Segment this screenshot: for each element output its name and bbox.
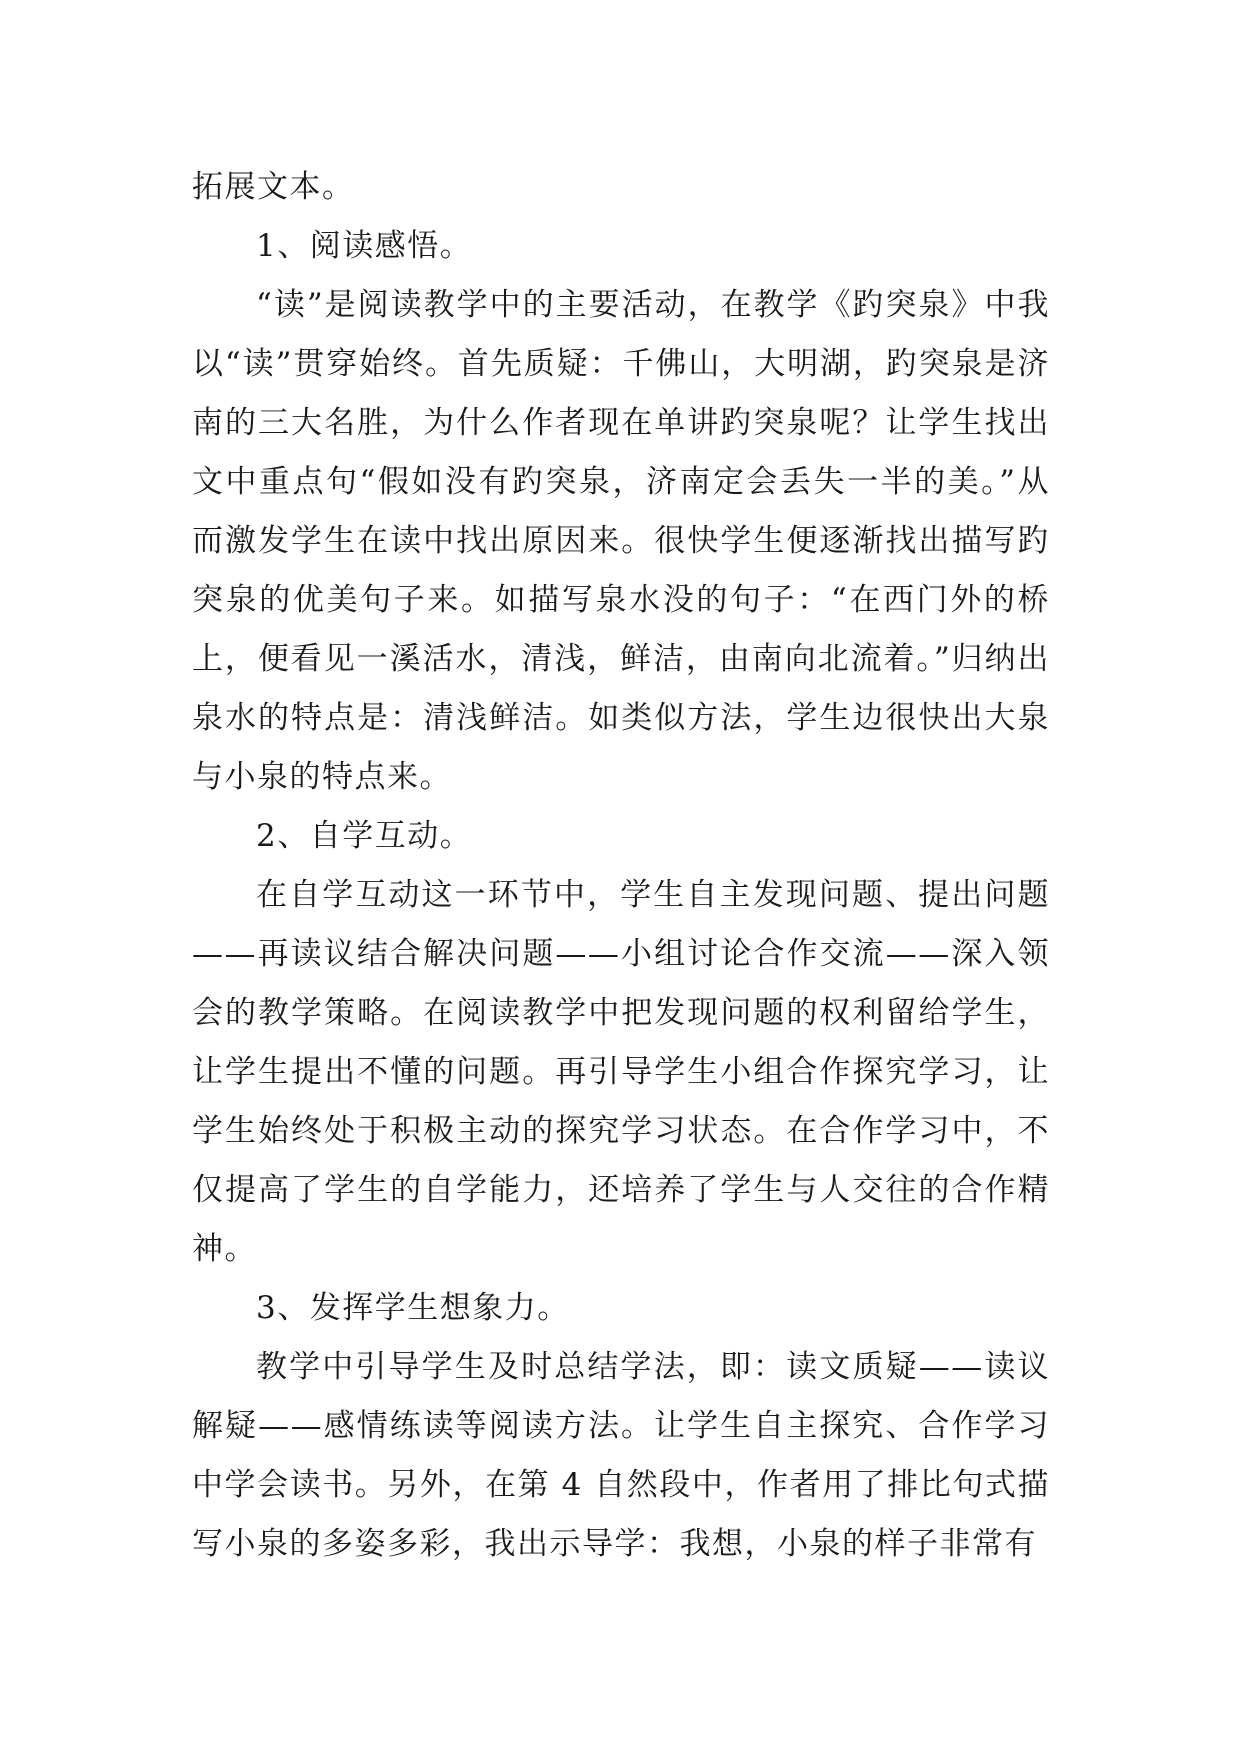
paragraph-reading-insight: “读”是阅读教学中的主要活动，在教学《趵突泉》中我以“读”贯穿始终。首先质疑：千佛山，大明湖，趵突泉是济南的三大名胜，为什么作者现在单讲趵突泉呢？让学生找出文中重点句“假如没有趵突泉，济南定会丢失一半的美。”从而激发学生在读中找出原因来。很快学生便逐渐找出描写趵突泉的优美句子来。如描写泉水没的句子：“在西门外的桥上，便看见一溪活水，清浅，鲜洁，由南向北流着。”归纳出泉水的特点是：清浅鲜洁。如类似方法，学生边很快出大泉与小泉的特点来。: [192, 287, 1050, 795]
heading-reading-insight: 1、阅读感悟。: [256, 228, 473, 264]
paragraph-self-study: 在自学互动这一环节中，学生自主发现问题、提出问题——再读议结合解决问题——小组讨论合作交流——深入领会的教学策略。在阅读教学中把发现问题的权利留给学生，让学生提出不懂的问题。再引导学生小组合作探究学习，让学生始终处于积极主动的探究学习状态。在合作学习中，不仅提高了学生的自学能力，还培养了学生与人交往的合作精神。: [192, 877, 1050, 1267]
heading-self-study: 2、自学互动。: [256, 818, 473, 854]
paragraph-intro: 拓展文本。: [192, 169, 355, 205]
heading-imagination: 3、发挥学生想象力。: [256, 1290, 570, 1326]
document-body: [192, 158, 1050, 1574]
paragraph-imagination: 教学中引导学生及时总结学法，即：读文质疑——读议解疑——感情练读等阅读方法。让学生自主探究、合作学习中学会读书。另外，在第 4 自然段中，作者用了排比句式描写小泉的多姿多彩，我出示导学：我想，小泉的样子非常有: [192, 1349, 1050, 1562]
